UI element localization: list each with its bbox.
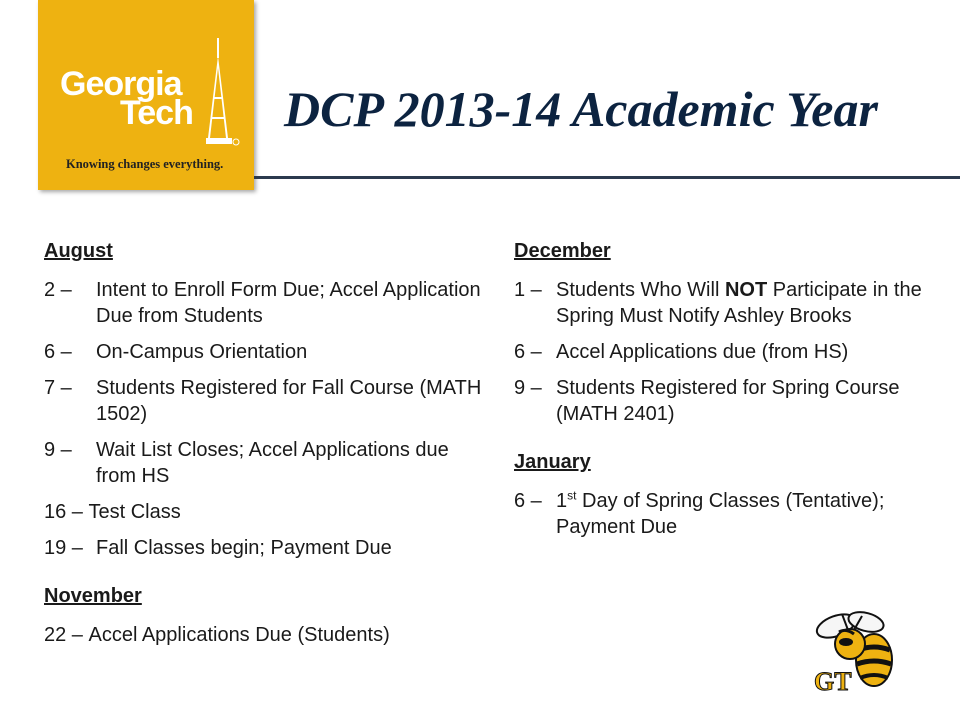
event-text: Students Registered for Fall Course (MATH 1502) xyxy=(96,377,482,425)
event-text: On-Campus Orientation xyxy=(96,341,308,363)
event-text: Students Registered for Spring Course (MATH 2401) xyxy=(556,377,900,425)
event-item xyxy=(44,535,484,561)
event-day: 9 – xyxy=(514,377,542,399)
event-item xyxy=(44,622,484,648)
month-heading-november: November xyxy=(44,585,142,607)
event-text-pre: Students Who Will xyxy=(556,279,725,301)
buzz-mascot-icon xyxy=(808,610,916,696)
event-item xyxy=(44,339,484,365)
month-heading-august: August xyxy=(44,240,113,262)
event-text xyxy=(556,488,934,540)
logo-wordmark xyxy=(60,65,193,132)
event-text: Fall Classes begin; Payment Due xyxy=(96,537,392,559)
event-day: 9 – xyxy=(44,439,72,461)
event-ordinal-suffix: st xyxy=(567,488,577,503)
left-column xyxy=(44,240,484,658)
month-heading-january: January xyxy=(514,451,591,473)
event-item xyxy=(514,277,934,329)
event-item xyxy=(44,375,484,427)
right-column xyxy=(514,240,934,550)
event-day: 1 – xyxy=(514,279,542,301)
event-item xyxy=(514,375,934,427)
event-day: 2 – xyxy=(44,279,72,301)
event-item xyxy=(514,339,934,365)
logo-line-1: Georgia xyxy=(60,65,182,103)
event-item xyxy=(44,277,484,329)
page-title: DCP 2013-14 Academic Year xyxy=(284,81,878,137)
event-day: 22 – xyxy=(44,624,89,646)
event-text-post: Day of Spring Classes (Tentative); Payment Due xyxy=(556,490,885,538)
event-text-emphasis: NOT xyxy=(724,279,768,301)
event-text: Wait List Closes; Accel Applications due from HS xyxy=(96,439,449,487)
event-day: 7 – xyxy=(44,377,72,399)
event-text: Accel Applications Due (Students) xyxy=(88,624,390,646)
event-day: 6 – xyxy=(44,341,72,363)
event-text: Test Class xyxy=(88,501,181,523)
event-item xyxy=(514,488,934,540)
event-text xyxy=(556,277,934,329)
logo-tagline: Knowing changes everything. xyxy=(66,157,224,171)
event-item xyxy=(44,437,484,489)
event-ordinal: 1 xyxy=(556,490,568,512)
event-item xyxy=(44,499,484,525)
month-heading-december: December xyxy=(514,240,611,262)
logo-line-2: Tech xyxy=(120,94,193,132)
event-day: 19 – xyxy=(44,537,83,559)
event-text: Accel Applications due (from HS) xyxy=(556,341,849,363)
event-day: 16 – xyxy=(44,501,89,523)
georgia-tech-logo xyxy=(38,0,254,190)
event-day: 6 – xyxy=(514,341,542,363)
event-day: 6 – xyxy=(514,490,542,512)
tech-tower-icon xyxy=(204,38,240,150)
event-text: Intent to Enroll Form Due; Accel Application Due from Students xyxy=(96,279,481,327)
mascot-lettering: GT xyxy=(814,667,852,696)
event-text-post: Participate in the Spring Must Notify Ashley Brooks xyxy=(556,279,922,327)
title-divider xyxy=(254,176,960,179)
